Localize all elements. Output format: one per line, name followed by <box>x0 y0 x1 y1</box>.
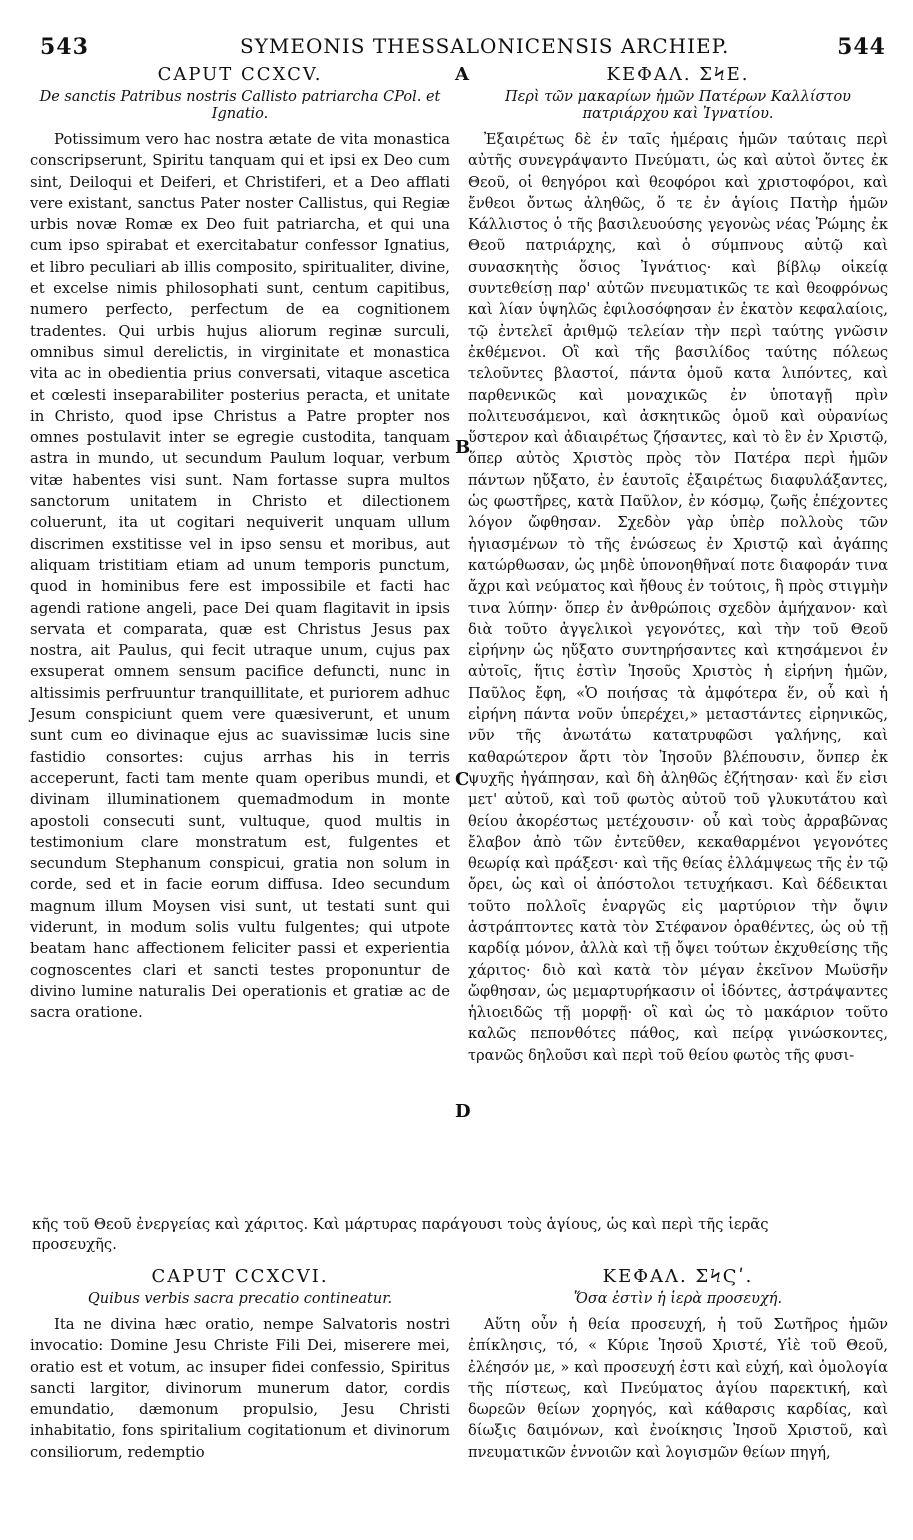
greek-section-2 <box>468 1264 888 1463</box>
latin-chapter-subtitle-2: Quibus verbis sacra precatio contineatur. <box>87 1291 393 1307</box>
greek-chapter-heading-2: ΚΕΦΑΛ. ΣϞϚʹ. <box>602 1266 754 1287</box>
greek-body-text-2: Αὕτη οὖν ἡ θεία προσευχή, ἡ τοῦ Σωτῆρος ἡμῶν ἐπίκλησις, τό, « Κύριε Ἰησοῦ Χριστέ, Υἱὲ τοῦ Θεοῦ, ἐλέησόν με, » καὶ προσευχή ἐστι καὶ εὐχή, καὶ ὁμολογία τῆς πίστεως, καὶ Πνεύματος ἁγίου παρεκτική, καὶ δωρεῶν θείων χορηγός, καὶ κάθαρσις καρδίας, καὶ δίωξις δαιμόνων, καὶ ἐνοίκησις Ἰησοῦ Χριστοῦ, καὶ πνευματικῶν ἐννοιῶν καὶ λογισμῶν θείων πηγή, <box>468 1316 888 1461</box>
margin-letter-a: A <box>455 64 469 85</box>
running-title: SYMEONIS THESSALONICENSIS ARCHIEP. <box>240 34 730 58</box>
running-header <box>30 34 886 62</box>
greek-chapter-subtitle: Περὶ τῶν μακαρίων ἡμῶν Πατέρων Καλλίστου πατριάρχου καὶ Ἰγνατίου. <box>504 89 851 122</box>
latin-chapter-heading: CAPUT CCXCV. <box>157 64 323 85</box>
margin-letter-d: D <box>455 1101 471 1122</box>
greek-continuation-line: κῆς τοῦ Θεοῦ ἐνεργείας καὶ χάριτος. Καὶ μάρτυρας παράγουσι τοὺς ἁγίους, ὡς καὶ περὶ τῆς ἱερᾶς <box>32 1216 769 1233</box>
page-number-left: 543 <box>40 34 89 60</box>
margin-letter-b: B <box>455 437 471 458</box>
greek-continuation-end: προσευχῆς. <box>32 1236 117 1253</box>
page-number-right: 544 <box>837 34 886 60</box>
greek-body-text: Ἐξαιρέτως δὲ ἐν ταῖς ἡμέραις ἡμῶν ταύταις περὶ αὐτῆς συνεγράψαντο Πνεύματι, ὡς καὶ αὐτοὶ ὄντες ἐκ Θεοῦ, οἱ θεηγόροι καὶ θεοφόροι καὶ χριστοφόροι, καὶ ἔνθεοι ὄντως ἀληθῶς, ὅ τε ἐν ἁγίοις Πατὴρ ἡμῶν Κάλλιστος ὁ τῆς βασιλευούσης γεγονὼς νέας Ῥώμης ἐκ Θεοῦ πατριάρχης, καὶ ὁ σύμπνους αὐτῷ καὶ συνασκητὴς ὅσιος Ἰγνάτιος· καὶ βίβλῳ οἰκείᾳ συντεθείσῃ παρ' αὐτῶν πνευματικῶς τε καὶ θεοφρόνως καὶ λίαν ὑψηλῶς ἐφιλοσόφησαν ἐν ἑκατὸν κεφαλαίοις, τῷ ἐντελεῖ ἀριθμῷ τελείαν τὴν περὶ ταύτης γνῶσιν ἐκθέμενοι. Οἳ καὶ τῆς βασιλίδος ταύτης πόλεως τελοῦντες βλαστοί, πάντα ὁμοῦ κατα λιπόντες, καὶ παρθενικῶς καὶ μοναχικῶς ἐν ὑποταγῇ πρὶν πολιτευσάμενοι, καὶ ἀσκητικῶς ὁμοῦ καὶ οὐρανίως ὕστερον καὶ ἀδιαιρέτως ζήσαντες, καὶ τὸ ἓν ἐν Χριστῷ, ὅπερ αὐτὸς Χριστὸς πρὸς τὸν Πατέρα περὶ ἡμῶν πάντων ηὔξατο, ἐν ἑαυτοῖς ἐξαιρέτως διαφυλάξαντες, ὡς φωστῆρες, κατὰ Παῦλον, ἐν κόσμῳ, ζωῆς ἐπέχοντες λόγον ὤφθησαν. Σχεδὸν γὰρ ὑπὲρ πολλοὺς τῶν ἡγιασμένων τὸ τῆς ἑνώσεως ἐν Χριστῷ καὶ ἀγάπης κατώρθωσαν, ὡς μηδὲ ὑπονοηθῆναί ποτε διαφοράν τινα ἄχρι καὶ νεύματος καὶ ἤθους ἐν τούτοις, ἢ πρὸς στιγμὴν τινα λύπην· ὅπερ ἐν ἀνθρώποις σχεδὸν ἀμήχανον· καὶ διὰ τοῦτο ἀγγελικοὶ γεγονότες, καὶ τὴν τοῦ Θεοῦ εἰρήνην ὡς ηὔξατο συντηρήσαντες καὶ κτησάμενοι ἐν αὐτοῖς, ἥτις ἐστὶν Ἰησοῦς Χριστὸς ἡ εἰρήνη ἡμῶν, Παῦλος ἔφη, «Ὁ ποιήσας τὰ ἀμφότερα ἕν, οὗ καὶ ἡ εἰρήνη πάντα νοῦν ὑπερέχει,» μεταστάντες εἰρηνικῶς, νῦν τῆς ἀνωτάτω κατατρυφῶσι γαλήνης, καὶ καθαρώτερον ἄρτι τὸν Ἰησοῦν βλέπουσιν, ὅνπερ ἐκ ψυχῆς ἠγάπησαν, καὶ δὴ ἀληθῶς ἐζήτησαν· καὶ ἕν εἰσι μετ' αὐτοῦ, καὶ τοῦ φωτὸς αὐτοῦ τοῦ γλυκυτάτου καὶ θείου ἀκορέστως μετέχουσιν· οὗ καὶ τοὺς ἀρραβῶνας ἔλαβον ἀπὸ τῶν ἐντεῦθεν, κεκαθαρμένοι γεγονότες θεωρίᾳ καὶ πράξεσι· καὶ τῆς θείας ἐλλάμψεως τῆς ἐν τῷ ὄρει, ὡς καὶ οἱ ἀπόστολοι τετυχήκασι. Καὶ δέδεικται τοῦτο πολλοῖς ἐναργῶς εἰς μαρτύριον τὴν ὄψιν ἀστράπτοντες κατὰ τὸν Στέφανον ὁραθέντες, ὡς οὐ τῇ καρδίᾳ μόνον, ἀλλὰ καὶ τῇ ὄψει τούτων ἐκχυθείσης τῆς χάριτος· διὸ καὶ κατὰ τὸν μέγαν ἐκεῖνον Μωϋσῆν ὤφθησαν, ὡς μεμαρτυρήκασιν οἱ ἰδόντες, ἀστράψαντες ἡλιοειδῶς τῇ μορφῇ· οἳ καὶ ὡς τὸ μακάριον τοῦτο καλῶς πεπονθότες πάθος, καὶ πείρᾳ γινώσκοντες, τρανῶς δηλοῦσι καὶ περὶ τοῦ θείου φωτὸς τῆς φυσι- <box>468 131 888 1064</box>
latin-body-text-2: Ita ne divina hæc oratio, nempe Salvatoris nostri invocatio: Domine Jesu Christe Fili Dei, miserere mei, oratio est et votum, ac insuper fidei confessio, Spiritus sancti largitor, divinorum munerum dator, cordis emundatio, dæmonum propulsio, Jesu Christi inhabitatio, fons spiritalium cogitationum et divinorum consiliorum, redemptio <box>30 1316 450 1461</box>
greek-chapter-heading: ΚΕΦΑΛ. ΣϞΕ. <box>606 64 750 85</box>
latin-body-text: Potissimum vero hac nostra ætate de vita monastica conscripserunt, Spiritu tanquam qui et ipsi ex Deo cum sint, Deiloqui et Deiferi, et Christiferi, et a Deo afflati vere existant, sanctus Pater noster Callistus, qui Regiæ urbis novæ Romæ ex Deo fuit patriarcha, et qui una cum ipso spirabat et exercitabatur confessor Ignatius, et libro peculiari ab illis composito, spiritualiter, divine, et excelse nimis philosophati sunt, centum capitibus, numero perfecto, perfectum de ea cognitionem tradentes. Qui urbis hujus aliorum reginæ surculi, omnibus simul derelictis, in virginitate et monastica vita ac in obedientia prius conversati, vitaque ascetica et cœlesti inseparabiliter posterius peracta, et unitate in Christo, quod ipse Christus a Patre propter nos omnes postulavit inter se egregie custodita, tanquam astra in mundo, ut secundum Paulum loquar, verbum vitæ habentes visi sunt. Nam fortasse supra multos sanctorum unitatem in Christo et dilectionem coluerunt, ita ut cogitari nequiverit unquam ullum discrimen exstitisse vel in ipso sensu et moribus, aut aliquam tristitiam etiam ad unum temporis punctum, quod in hominibus fere est impossibile et facti hac agendi ratione angeli, pace Dei quam flagitavit in ipsis servata et comparata, quæ est Christus Jesus pax nostra, ait Paulus, qui fecit utraque unum, cujus pax exsuperat omnem sensum pacifice defuncti, nunc in altissimis perfruuntur tranquillitate, et puriorem adhuc Jesum conspiciunt quem vere quæsiverunt, et unum sunt cum eo divinaque ejus ac suavissimæ lucis sine fastidio consortes: cujus arrhas his in terris acceperunt, facti tam mente quam operibus mundi, et divinam illuminationem quemadmodum in monte apostoli consecuti sunt, vultuque, quod multis in testimonium clare monstratum est, fulgentes et secundum Stephanum conspicui, gratia non solum in corde, sed et in facie eorum diffusa. Ideo secundum magnum illum Moysen visi sunt, ut testati sunt qui viderunt, in modum solis vultu fulgentes; qui utpote beatam hanc affectionem feliciter passi et experientia cognoscentes clari et sancti testes proponuntur de divino lumine naturalis Dei operationis et gratiæ ac de sacra oratione. <box>30 131 450 1022</box>
latin-column <box>30 62 450 1023</box>
latin-chapter-subtitle: De sanctis Patribus nostris Callisto patriarcha CPol. et Ignatio. <box>39 89 441 122</box>
margin-letter-c: C <box>455 769 470 790</box>
greek-column <box>468 62 888 1066</box>
latin-chapter-heading-2: CAPUT CCXCVI. <box>151 1266 329 1287</box>
greek-chapter-subtitle-2: Ὅσα ἐστὶν ἡ ἱερὰ προσευχή. <box>573 1291 783 1307</box>
latin-section-2 <box>30 1264 450 1463</box>
